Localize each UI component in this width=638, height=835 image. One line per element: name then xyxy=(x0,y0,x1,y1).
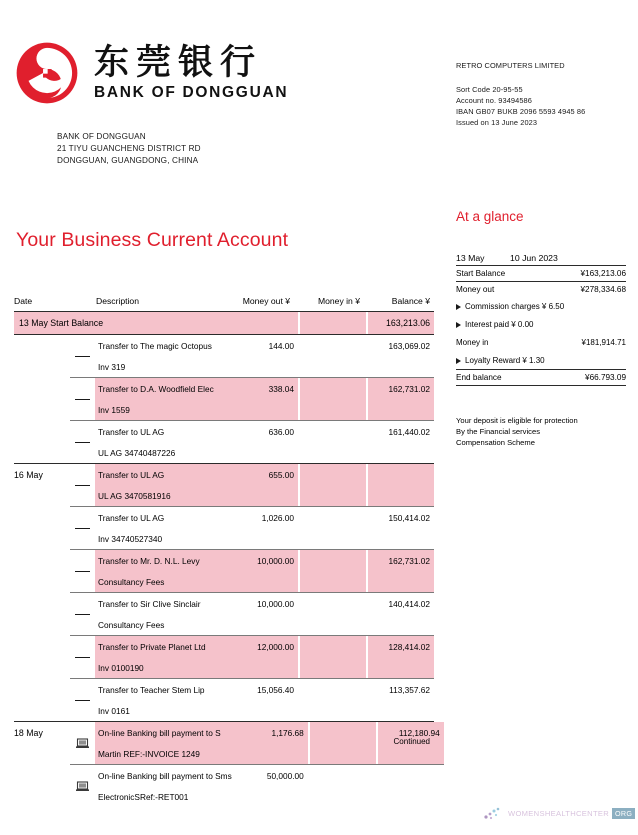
transaction-description xyxy=(95,636,222,678)
summary-interest-paid xyxy=(456,315,626,333)
summary-commission-text: Commission charges ¥ 6.50 xyxy=(465,302,565,311)
transaction-money-in xyxy=(300,378,366,420)
transaction-money-in xyxy=(300,421,366,463)
transaction-description-line-2: Consultancy Fees xyxy=(98,619,165,630)
transaction-description xyxy=(95,765,232,807)
triangle-bullet-icon xyxy=(456,358,461,364)
start-balance-row xyxy=(14,312,434,335)
bank-address-line-2: 21 TIYU GUANCHENG DISTRICT RD xyxy=(57,144,201,154)
transaction-description-line-1: Transfer to D.A. Woodfield Elec xyxy=(98,383,214,394)
transaction-date: 16 May xyxy=(14,470,43,480)
summary-commission-charges xyxy=(456,297,626,315)
dash-icon xyxy=(70,679,95,721)
account-holder-name: RETRO COMPUTERS LIMITED xyxy=(456,61,565,70)
start-balance-label: 13 May Start Balance xyxy=(14,312,298,334)
column-header-icon xyxy=(70,296,95,306)
transaction-money-out: 12,000.00 xyxy=(222,636,298,678)
table-row[interactable] xyxy=(70,335,434,377)
transactions-table xyxy=(14,296,440,807)
column-header-date: Date xyxy=(14,296,33,306)
column-header-money-in: Money in ¥ xyxy=(317,296,360,306)
transaction-body xyxy=(95,464,434,506)
column-header-description: Description xyxy=(96,296,139,306)
transaction-body xyxy=(95,507,434,549)
continued-label: Continued xyxy=(393,737,430,746)
watermark-text: WOMENSHEALTHCENTER xyxy=(508,808,610,818)
transaction-body xyxy=(95,550,434,592)
transaction-money-in xyxy=(300,636,366,678)
sort-code: Sort Code 20-95-55 xyxy=(456,85,523,95)
watermark xyxy=(483,806,635,820)
transaction-body xyxy=(95,421,434,463)
transaction-body xyxy=(95,765,444,807)
table-header-row xyxy=(14,296,434,312)
table-row[interactable] xyxy=(70,420,434,463)
bank-wordmark xyxy=(94,44,288,103)
table-row[interactable] xyxy=(70,549,434,592)
transaction-description-line-1: Transfer to Sir Clive Sinclair xyxy=(98,598,201,609)
transaction-body xyxy=(95,679,434,721)
transaction-money-out: 655.00 xyxy=(222,464,298,506)
table-row[interactable] xyxy=(70,592,434,635)
transaction-description xyxy=(95,593,222,635)
summary-loyalty-reward xyxy=(456,351,626,369)
transaction-body xyxy=(95,378,434,420)
start-balance-amount: 163,213.06 xyxy=(368,312,434,334)
laptop-icon xyxy=(70,765,95,807)
column-header-money-out: Money out ¥ xyxy=(242,296,290,306)
transaction-money-in xyxy=(300,464,366,506)
transaction-description-line-1: Transfer to UL AG xyxy=(98,426,165,437)
transaction-description-line-2: Inv 0100190 xyxy=(98,662,144,673)
period-to: 10 Jun 2023 xyxy=(510,253,558,263)
transaction-date-group xyxy=(14,464,434,722)
start-balance-money-in xyxy=(300,312,366,334)
table-row[interactable] xyxy=(70,635,434,678)
transaction-money-out: 144.00 xyxy=(268,340,294,351)
account-number: Account no. 93494586 xyxy=(456,96,532,106)
bank-logo-block xyxy=(14,40,288,106)
deposit-protection-note xyxy=(456,416,578,448)
bank-swirl-logo-icon xyxy=(14,40,80,106)
transaction-body xyxy=(95,636,434,678)
transaction-balance: 150,414.02 xyxy=(388,512,430,523)
column-header-balance: Balance ¥ xyxy=(391,296,430,306)
transaction-description-line-1: Transfer to UL AG xyxy=(98,512,165,523)
transaction-balance: 161,440.02 xyxy=(388,426,430,437)
transaction-money-in xyxy=(300,593,366,635)
transaction-balance: 128,414.02 xyxy=(368,636,434,678)
table-row[interactable] xyxy=(70,377,434,420)
transaction-description-line-1: Transfer to Private Planet Ltd xyxy=(98,641,206,652)
summary-loyalty-text: Loyalty Reward ¥ 1.30 xyxy=(465,356,545,365)
summary-row-money-out xyxy=(456,281,626,297)
transaction-balance: 112,180.94 xyxy=(378,722,444,764)
deposit-note-line-3: Compensation Scheme xyxy=(456,437,535,447)
transaction-money-in xyxy=(300,550,366,592)
transaction-money-out: 1,026.00 xyxy=(261,512,294,523)
summary-value-money-in: ¥181,914.71 xyxy=(581,338,626,347)
transaction-description-line-2: Martin REF:-INVOICE 1249 xyxy=(98,748,200,759)
transaction-money-in xyxy=(310,765,376,807)
summary-value-start-balance: ¥163,213.06 xyxy=(580,269,626,278)
transaction-description-line-2: UL AG 3470581916 xyxy=(98,490,171,501)
transaction-rows xyxy=(70,335,434,463)
table-row[interactable] xyxy=(70,678,434,721)
table-row[interactable] xyxy=(70,764,444,807)
transaction-description-line-1: Transfer to The magic Octopus xyxy=(98,340,212,351)
dash-icon xyxy=(70,636,95,678)
transaction-description-line-1: Transfer to Mr. D. N.L. Levy xyxy=(98,555,200,566)
transaction-balance: 140,414.02 xyxy=(388,598,430,609)
transaction-description xyxy=(95,335,222,377)
summary-label-money-out: Money out xyxy=(456,285,495,294)
transaction-money-out: 338.04 xyxy=(222,378,298,420)
transaction-balance xyxy=(378,765,444,807)
summary-row-start-balance xyxy=(456,265,626,281)
summary-label-start-balance: Start Balance xyxy=(456,269,506,278)
bank-name-chinese: 东莞银行 xyxy=(94,42,263,83)
transaction-rows xyxy=(70,464,434,721)
bank-address-line-3: DONGGUAN, GUANGDONG, CHINA xyxy=(57,156,199,166)
transaction-description xyxy=(95,507,222,549)
transaction-money-out: 15,056.40 xyxy=(257,684,294,695)
summary-value-money-out: ¥278,334.68 xyxy=(580,285,626,294)
transaction-balance: 162,731.02 xyxy=(368,550,434,592)
at-a-glance-period xyxy=(456,253,626,265)
transaction-description xyxy=(95,679,222,721)
triangle-bullet-icon xyxy=(456,304,461,310)
dash-icon xyxy=(70,550,95,592)
transaction-date xyxy=(14,335,70,463)
transaction-description xyxy=(95,421,222,463)
transaction-description-line-2: Consultancy Fees xyxy=(98,576,165,587)
transaction-money-out: 50,000.00 xyxy=(266,770,304,781)
summary-interest-text: Interest paid ¥ 0.00 xyxy=(465,320,534,329)
summary-row-money-in xyxy=(456,333,626,351)
deposit-note-line-1: Your deposit is eligible for protection xyxy=(456,416,578,425)
transaction-description xyxy=(95,550,222,592)
watermark-dots-icon xyxy=(483,806,505,820)
transaction-balance: 162,731.02 xyxy=(368,378,434,420)
bank-address xyxy=(57,131,201,167)
transaction-description-line-2: ElectronicSRef:-RET001 xyxy=(98,791,189,802)
watermark-badge: ORG xyxy=(612,808,635,819)
transaction-balance: 163,069.02 xyxy=(388,340,430,351)
transaction-description-line-2: Inv 319 xyxy=(98,361,126,372)
transaction-money-in xyxy=(300,679,366,721)
summary-row-end-balance xyxy=(456,369,626,386)
page-title: Your Business Current Account xyxy=(16,229,289,251)
issue-date: Issued on 13 June 2023 xyxy=(456,118,538,128)
dash-icon xyxy=(70,335,95,377)
transaction-date: 18 May xyxy=(14,728,43,738)
transaction-description-line-1: On-line Banking bill payment to S xyxy=(98,727,221,738)
transaction-date-group xyxy=(14,722,440,807)
transaction-description-line-1: Transfer to Teacher Stem Lip xyxy=(98,684,205,695)
transaction-body xyxy=(95,593,434,635)
transaction-money-in xyxy=(300,335,366,377)
transaction-balance: 113,357.62 xyxy=(389,684,430,695)
dash-icon xyxy=(70,378,95,420)
transaction-description xyxy=(95,464,222,506)
transaction-description-line-2: Inv 0161 xyxy=(98,705,130,716)
table-row[interactable] xyxy=(70,464,434,506)
table-row[interactable] xyxy=(70,506,434,549)
deposit-note-line-2: By the Financial services xyxy=(456,426,540,436)
summary-label-money-in: Money in xyxy=(456,338,489,347)
transaction-description-line-1: On-line Banking bill payment to Sms xyxy=(98,770,232,781)
dash-icon xyxy=(70,464,95,506)
transaction-money-out: 1,176.68 xyxy=(232,722,308,764)
transaction-description-line-2: UL AG 34740487226 xyxy=(98,447,176,458)
bank-name-english: BANK OF DONGGUAN xyxy=(94,84,289,102)
dash-icon xyxy=(70,593,95,635)
transaction-money-in xyxy=(300,507,366,549)
transaction-description-line-1: Transfer to UL AG xyxy=(98,469,165,480)
dash-icon xyxy=(70,507,95,549)
account-holder-details xyxy=(456,60,585,129)
transaction-money-out: 10,000.00 xyxy=(257,598,294,609)
triangle-bullet-icon xyxy=(456,322,461,328)
at-a-glance-title: At a glance xyxy=(456,209,524,224)
transaction-date-group xyxy=(14,335,434,464)
summary-value-end-balance: ¥66.793.09 xyxy=(585,373,626,382)
transaction-description-line-2: Inv 1559 xyxy=(98,404,130,415)
at-a-glance-panel xyxy=(456,209,626,447)
transaction-balance xyxy=(368,464,434,506)
transaction-money-out: 10,000.00 xyxy=(222,550,298,592)
transaction-money-out: 636.00 xyxy=(268,426,294,437)
period-from: 13 May xyxy=(456,253,485,263)
transaction-rows xyxy=(70,722,444,807)
dash-icon xyxy=(70,421,95,463)
transaction-body xyxy=(95,335,434,377)
transaction-description-line-2: Inv 34740527340 xyxy=(98,533,163,544)
summary-label-end-balance: End balance xyxy=(456,373,502,382)
iban: IBAN GB07 BUKB 2096 5593 4945 86 xyxy=(456,107,586,117)
bank-address-line-1: BANK OF DONGGUAN xyxy=(57,132,146,141)
transaction-description xyxy=(95,378,222,420)
